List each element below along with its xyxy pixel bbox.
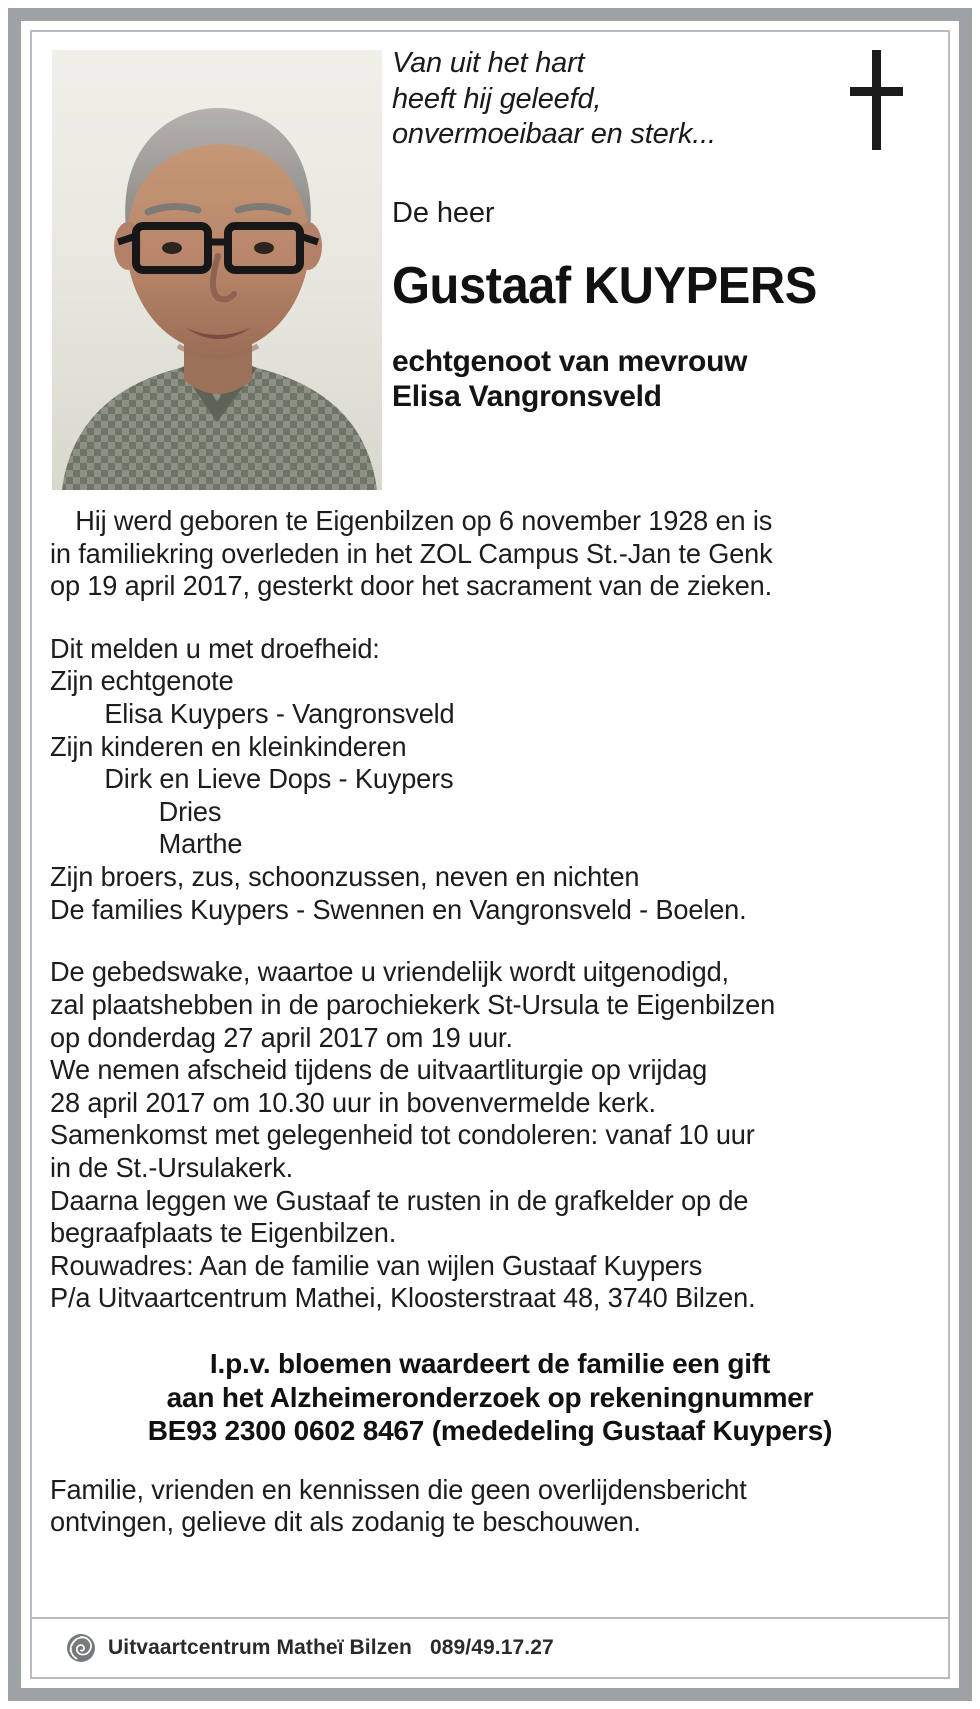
funeral-home-phone: 089/49.17.27 — [429, 1636, 554, 1659]
ceremony-line: We nemen afscheid tijdens de uitvaartliturgie op vrijdag — [50, 1054, 708, 1086]
closing-paragraph — [50, 1474, 904, 1539]
family-announce: Dit melden u met droefheid: — [50, 632, 380, 664]
grandchild-name: Dries — [158, 795, 222, 827]
card-footer — [32, 1617, 948, 1677]
family-paragraph — [50, 633, 904, 926]
portrait-photo — [52, 50, 382, 490]
birth-death-line: in familiekring overleden in het ZOL Campus St.-Jan te Genk — [50, 537, 773, 569]
closing-line: ontvingen, gelieve dit als zodanig te beschouwen. — [50, 1506, 641, 1538]
ceremony-line: 28 april 2017 om 10.30 uur in bovenvermelde kerk. — [50, 1086, 656, 1118]
poem-line: heeft hij geleefd, — [392, 82, 602, 115]
spouse-relation-line: echtgenoot van mevrouw — [392, 344, 748, 378]
ceremony-line: Samenkomst met gelegenheid tot condoleren: vanaf 10 uur — [50, 1119, 755, 1151]
spouse-name: Elisa Kuypers - Vangronsveld — [104, 698, 455, 730]
ceremony-line: op donderdag 27 april 2017 om 19 uur. — [50, 1021, 513, 1053]
poem-line: onvermoeibaar en sterk... — [392, 118, 716, 151]
card-sheet — [32, 32, 948, 1677]
spouse-relation-line: Elisa Vangronsveld — [392, 380, 662, 414]
birth-death-paragraph — [50, 505, 904, 603]
spouse-relation — [392, 344, 938, 415]
ceremony-paragraph — [50, 956, 904, 1315]
poem-verse — [392, 46, 938, 153]
closing-line: Familie, vrienden en kennissen die geen overlijdensbericht — [50, 1473, 747, 1505]
card-header — [32, 32, 948, 487]
ceremony-line: Daarna leggen we Gustaaf te rusten in de grafkelder op de — [50, 1184, 749, 1216]
spouse-label: Zijn echtgenote — [50, 665, 234, 697]
ceremony-line: begraafplaats te Eigenbilzen. — [50, 1217, 397, 1249]
ceremony-line: Rouwadres: Aan de familie van wijlen Gustaaf Kuypers — [50, 1249, 703, 1281]
families-line: De families Kuypers - Swennen en Vangronsveld - Boelen. — [50, 893, 747, 925]
header-text-block — [392, 46, 938, 415]
donation-line: aan het Alzheimeronderzoek op rekeningnummer — [166, 1381, 814, 1413]
salutation: De heer — [392, 196, 495, 229]
children-label: Zijn kinderen en kleinkinderen — [50, 730, 407, 762]
card-body — [32, 505, 948, 1539]
birth-death-line: Hij werd geboren te Eigenbilzen op 6 november 1928 en is — [75, 505, 773, 536]
page-title: Gustaaf KUYPERS — [392, 256, 817, 315]
donation-notice — [50, 1347, 930, 1448]
ceremony-line: in de St.-Ursulakerk. — [50, 1151, 293, 1183]
ceremony-line: De gebedswake, waartoe u vriendelijk wordt uitgenodigd, — [50, 956, 729, 988]
grandchild-name: Marthe — [158, 828, 243, 860]
donation-line: I.p.v. bloemen waardeert de familie een gift — [209, 1348, 771, 1380]
donation-line: BE93 2300 0602 8467 (mededeling Gustaaf Kuypers) — [147, 1415, 833, 1447]
funeral-home-name: Uitvaartcentrum Matheï Bilzen — [108, 1636, 412, 1659]
rose-spiral-logo-icon — [66, 1633, 96, 1663]
birth-death-line: op 19 april 2017, gesterkt door het sacrament van de zieken. — [50, 570, 773, 602]
ceremony-line: zal plaatshebben in de parochiekerk St-Ursula te Eigenbilzen — [50, 988, 776, 1020]
ceremony-line: P/a Uitvaartcentrum Mathei, Kloosterstraat 48, 3740 Bilzen. — [50, 1282, 756, 1314]
poem-line: Van uit het hart — [392, 47, 585, 79]
children-names: Dirk en Lieve Dops - Kuypers — [104, 763, 454, 795]
relatives-line: Zijn broers, zus, schoonzussen, neven en nichten — [50, 861, 640, 893]
